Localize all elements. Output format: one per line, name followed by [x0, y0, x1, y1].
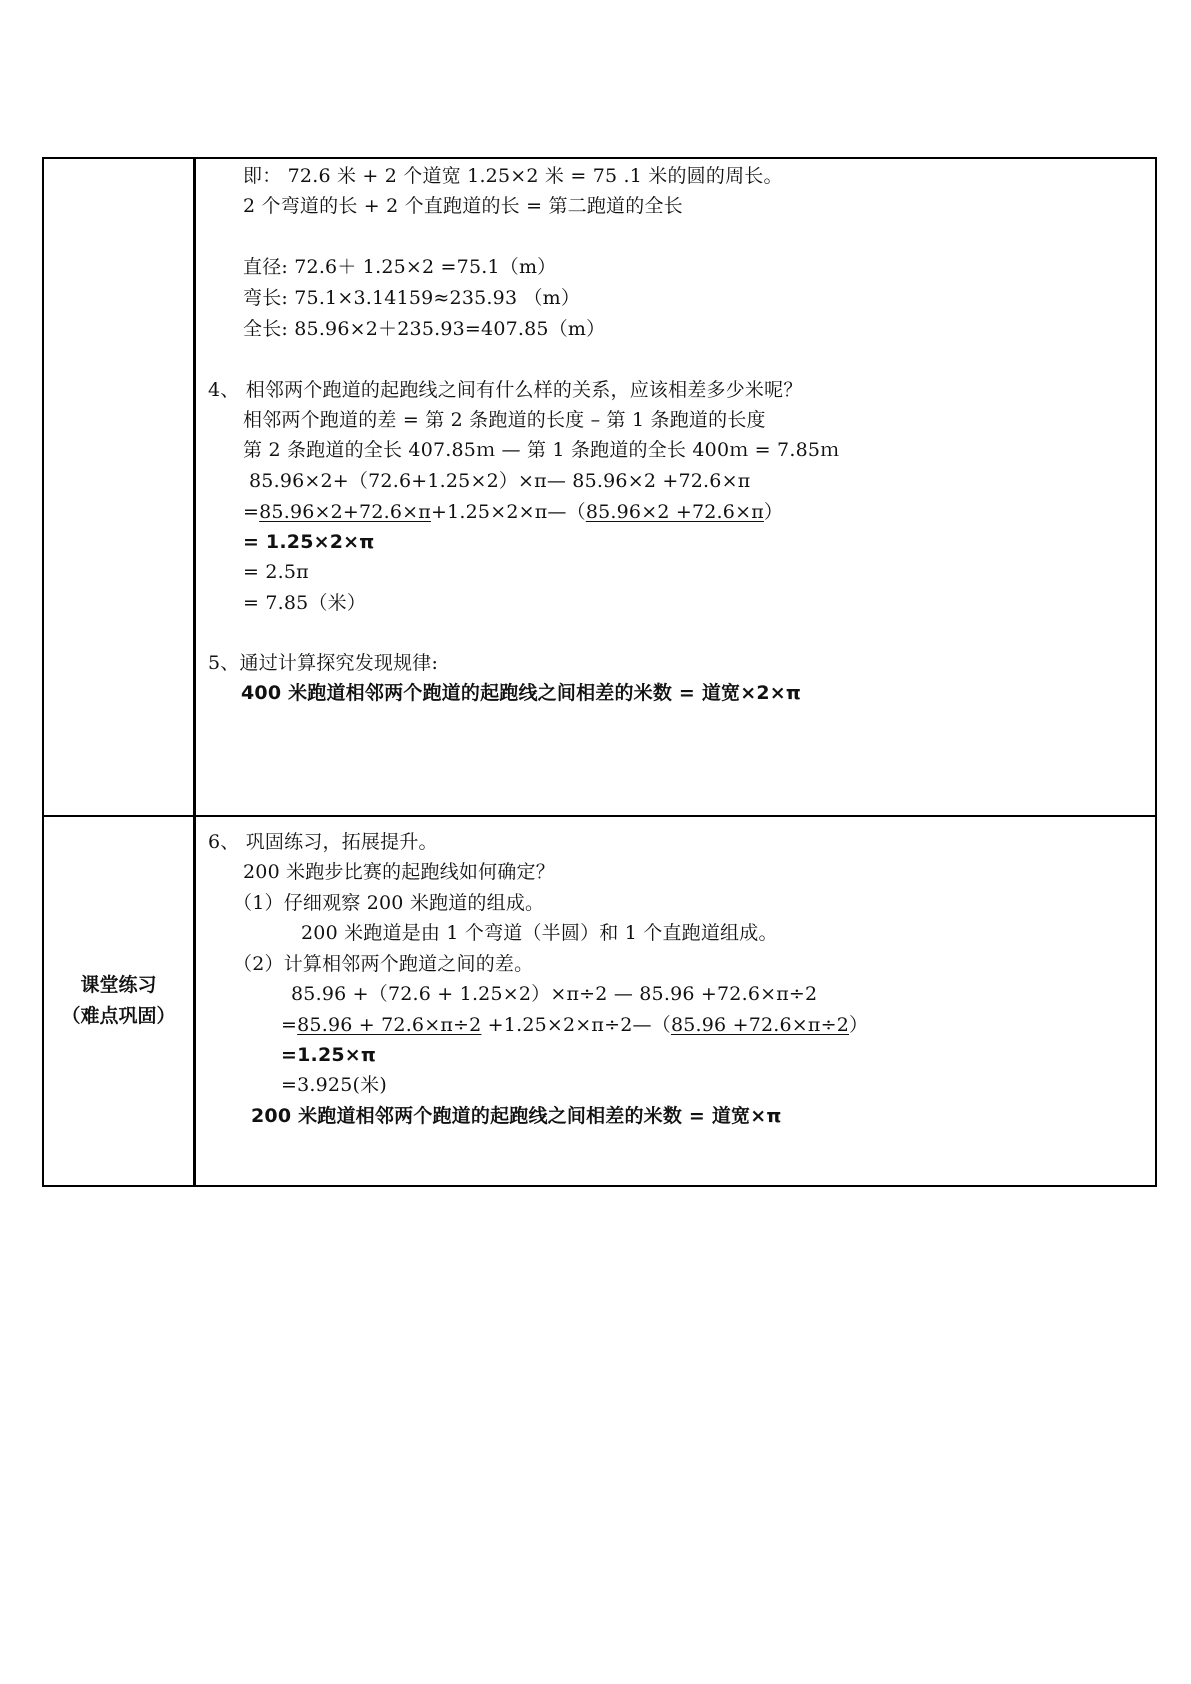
text-line: 即： 72.6 米 + 2 个道宽 1.25×2 米 = 75 .1 米的圆的周长。 [243, 165, 783, 187]
text-line: 200 米跑步比赛的起跑线如何确定？ [243, 861, 555, 883]
question-5-heading: 5、通过计算探究发现规律: [208, 652, 439, 674]
row-label-cell-practice [43, 816, 195, 1186]
text-line: （2）计算相邻两个跑道之间的差。 [233, 953, 534, 975]
row-label-line-2: （难点巩固） [61, 1005, 176, 1027]
row-label-cell-empty [43, 158, 195, 816]
question-4-heading: 4、 相邻两个跑道的起跑线之间有什么样的关系，应该相差多少米呢？ [208, 379, 803, 401]
formula-prefix: = [243, 501, 260, 523]
underlined-term-1: 85.96×2+72.6×π [259, 501, 431, 523]
underlined-term-2: 85.96×2 +72.6×π [585, 501, 764, 523]
row-label-practice [61, 970, 175, 1032]
rule-statement-200m: 200 米跑道相邻两个跑道的起跑线之间相差的米数 = 道宽×π [251, 1105, 782, 1127]
derivation-content-cell [195, 158, 1157, 816]
table-row-practice [43, 816, 1156, 1186]
formula-suffix: ） [849, 1014, 869, 1036]
text-line: 直径: 72.6＋ 1.25×2 =75.1（m） [243, 256, 557, 278]
text-line: 第 2 条跑道的全长 407.85ｍ — 第 1 条跑道的全长 400ｍ = 7.85ｍ [243, 439, 840, 461]
formula-result-bold: = 1.25×2×π [243, 531, 375, 553]
text-line: 相邻两个跑道的差 = 第 2 条跑道的长度 – 第 1 条跑道的长度 [243, 409, 766, 431]
formula-line: 85.96×2+（72.6+1.25×2）×π— 85.96×2 +72.6×π [249, 470, 751, 492]
formula-line: = 2.5π [243, 561, 309, 583]
formula-prefix: = [281, 1014, 298, 1036]
row-label-line-1: 课堂练习 [80, 974, 157, 996]
rule-statement-400m: 400 米跑道相邻两个跑道的起跑线之间相差的米数 = 道宽×2×π [241, 682, 802, 704]
question-6-heading: 6、 巩固练习，拓展提升。 [208, 831, 438, 853]
text-line: 200 米跑道是由 1 个弯道（半圆）和 1 个直跑道组成。 [301, 922, 778, 944]
underlined-term-2: 85.96 +72.6×π÷2 [670, 1014, 850, 1036]
lesson-table [42, 157, 1157, 1187]
text-line: 弯长: 75.1×3.14159≈235.93 （m） [243, 287, 581, 309]
formula-middle: +1.25×2×π÷2—（ [481, 1014, 671, 1036]
formula-line: =3.925(米) [281, 1074, 387, 1096]
text-line: （1）仔细观察 200 米跑道的组成。 [233, 892, 545, 914]
formula-underlined-line [281, 1012, 868, 1038]
formula-line: 85.96 +（72.6 + 1.25×2）×π÷2 — 85.96 +72.6×π÷2 [291, 983, 818, 1005]
practice-content-cell [195, 816, 1157, 1186]
formula-middle: +1.25×2×π—（ [430, 501, 586, 523]
text-line: 2 个弯道的长 + 2 个直跑道的长 = 第二跑道的全长 [243, 195, 683, 217]
formula-line: = 7.85（米） [243, 592, 367, 614]
formula-result-bold: =1.25×π [281, 1044, 377, 1066]
formula-suffix: ） [763, 501, 784, 523]
underlined-term-1: 85.96 + 72.6×π÷2 [297, 1014, 482, 1036]
text-line: 全长: 85.96×2＋235.93=407.85（m） [243, 318, 606, 340]
formula-underlined-line [243, 499, 783, 525]
table-row-derivation [43, 158, 1156, 816]
